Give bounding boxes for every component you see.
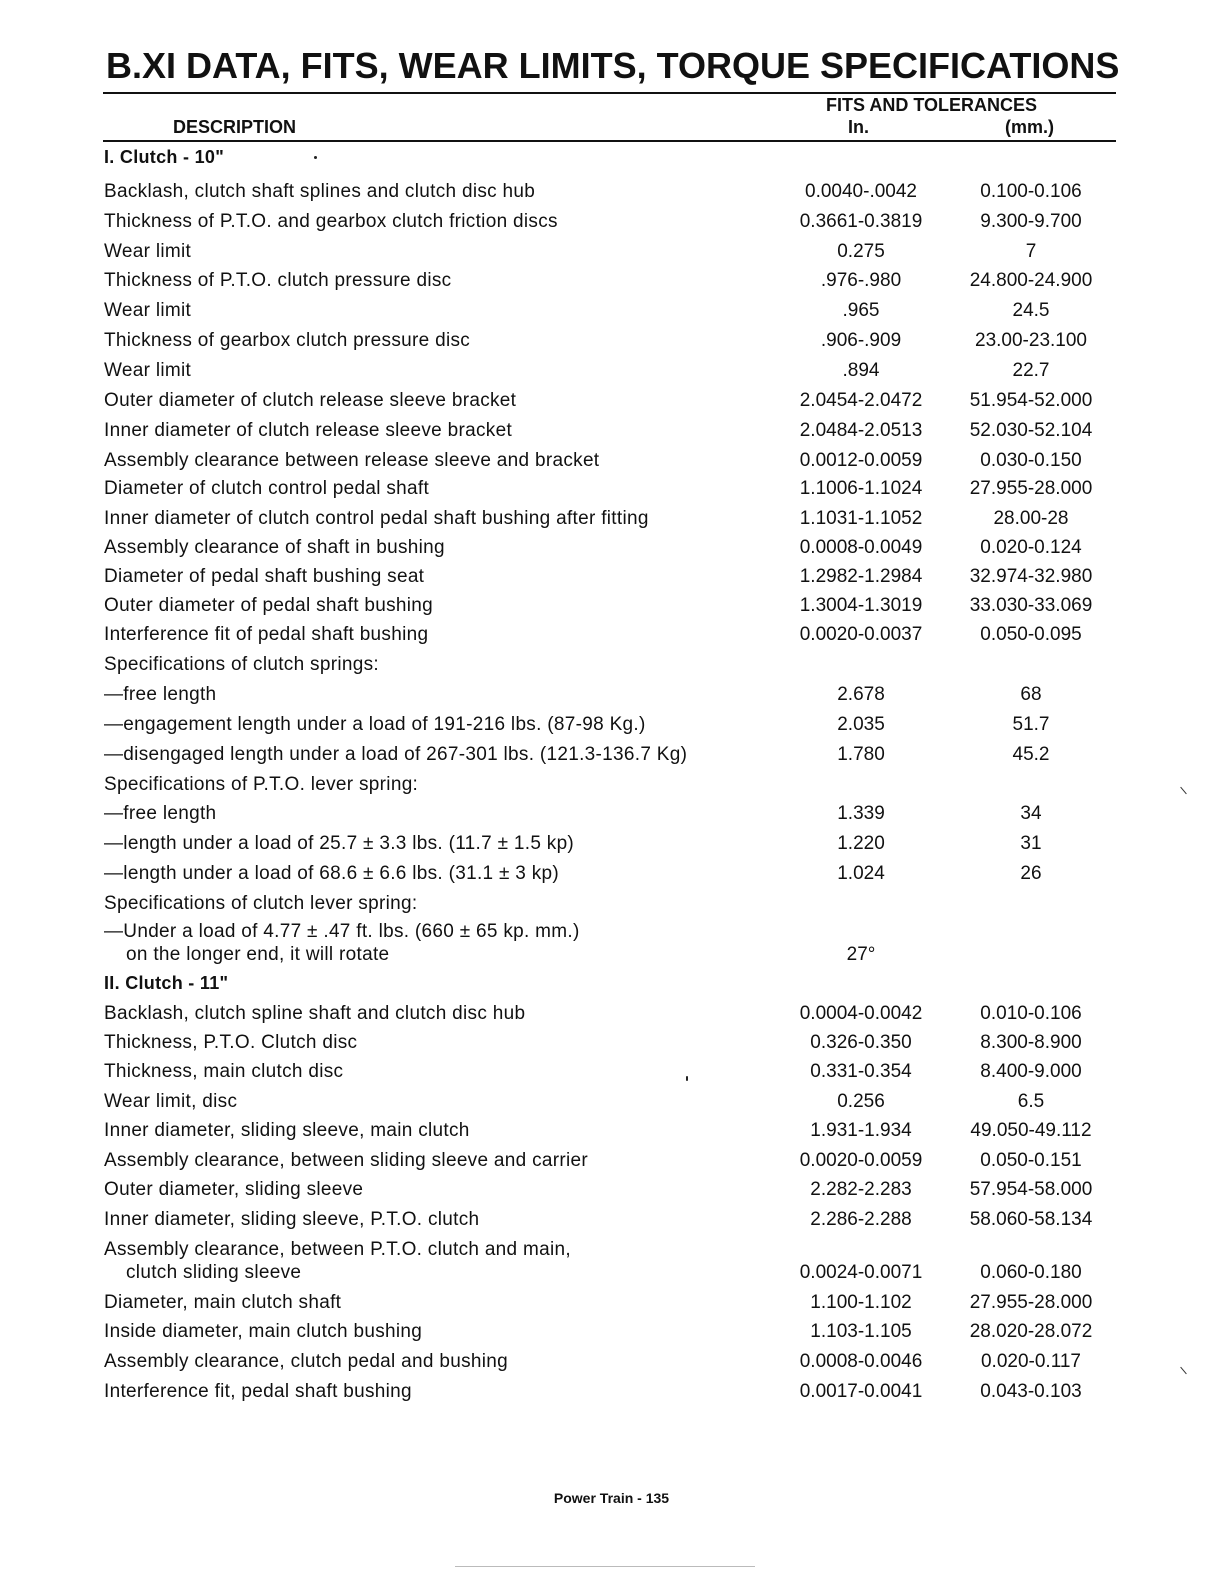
row-description-line: —length under a load of 25.7 ± 3.3 lbs. (11.7 ± 1.5 kp) [104, 833, 575, 854]
value-mm: 27.955-28.000 [969, 1292, 1093, 1313]
row-description [104, 920, 580, 966]
row-description-line: Diameter, main clutch shaft [104, 1292, 342, 1313]
row-description [104, 1031, 357, 1054]
value-in: 0.256 [837, 1091, 885, 1112]
value-mm: 31 [1020, 833, 1042, 854]
value-in: .976-.980 [820, 270, 902, 291]
value-in: 0.0008-0.0049 [799, 537, 923, 558]
row-description [104, 1002, 525, 1025]
row-description [104, 802, 216, 825]
row-description [104, 713, 646, 736]
header-fits: FITS AND TOLERANCES [826, 95, 1038, 115]
row-description [104, 329, 470, 352]
value-in: 0.0008-0.0046 [799, 1351, 923, 1372]
row-description-line: Thickness, main clutch disc [104, 1061, 344, 1082]
row-description-line: Wear limit [104, 360, 192, 381]
row-description [104, 389, 516, 412]
row-description-line: Thickness of gearbox clutch pressure disc [104, 330, 471, 351]
row-description-line: Thickness, P.T.O. Clutch disc [104, 1032, 358, 1053]
row-description [104, 146, 224, 169]
row-description [104, 449, 599, 472]
value-mm: 49.050-49.112 [970, 1120, 1092, 1141]
row-description [104, 653, 379, 676]
row-description-line: Assembly clearance, between P.T.O. clutch and main, [104, 1239, 571, 1260]
value-mm: 28.00-28 [993, 508, 1069, 529]
value-in: 1.100-1.102 [810, 1292, 912, 1313]
row-description [104, 299, 191, 322]
value-in: 2.678 [837, 684, 885, 705]
value-in: 1.3004-1.3019 [799, 595, 923, 616]
value-in: 2.0484-2.0513 [799, 420, 923, 441]
row-description-line: Wear limit [104, 300, 192, 321]
value-mm: 26 [1020, 863, 1042, 884]
value-in: 0.0020-0.0037 [799, 624, 923, 645]
header-in: In. [848, 117, 869, 137]
row-description-line: —disengaged length under a load of 267-301 lbs. (121.3-136.7 Kg) [104, 744, 688, 765]
row-description-line: Outer diameter, sliding sleeve [104, 1179, 364, 1200]
value-in: 1.1006-1.1024 [799, 478, 923, 499]
row-description-line: Backlash, clutch shaft splines and clutch disc hub [104, 181, 536, 202]
value-in: 0.0004-0.0042 [799, 1003, 923, 1024]
value-mm: 0.020-0.124 [980, 537, 1082, 558]
value-mm: 52.030-52.104 [969, 420, 1093, 441]
row-description [104, 1090, 237, 1113]
row-description [104, 1238, 571, 1284]
row-description [104, 1380, 412, 1403]
value-mm: 0.043-0.103 [980, 1381, 1082, 1402]
row-description-line: Outer diameter of pedal shaft bushing [104, 595, 434, 616]
row-description [104, 773, 418, 796]
value-mm: 0.060-0.180 [980, 1262, 1082, 1283]
value-mm: 23.00-23.100 [975, 330, 1087, 351]
row-description [104, 240, 191, 263]
row-description [104, 1208, 479, 1231]
value-mm: 0.100-0.106 [980, 181, 1082, 202]
header-rule [103, 140, 1116, 142]
page-footer: Power Train - 135 [553, 1490, 670, 1506]
value-in: 1.024 [837, 863, 885, 884]
row-description-line2: on the longer end, it will rotate [126, 944, 390, 965]
page-title: B.XI DATA, FITS, WEAR LIMITS, TORQUE SPECIFICATIONS [106, 45, 1120, 86]
row-description-line: Assembly clearance, clutch pedal and bushing [104, 1351, 508, 1372]
row-description [104, 565, 424, 588]
value-mm: 0.050-0.095 [980, 624, 1082, 645]
stray-dot [314, 156, 317, 159]
row-description-line: —engagement length under a load of 191-216 lbs. (87-98 Kg.) [104, 714, 646, 735]
row-description [104, 1350, 508, 1373]
row-description-line: Thickness of P.T.O. clutch pressure disc [104, 270, 452, 291]
value-mm: 68 [1020, 684, 1042, 705]
row-description-line: —free length [104, 684, 217, 705]
value-in: 1.1031-1.1052 [799, 508, 923, 529]
value-mm: 6.5 [1017, 1091, 1045, 1112]
value-in: 1.931-1.934 [810, 1120, 912, 1141]
row-description [104, 269, 451, 292]
value-mm: 8.300-8.900 [980, 1032, 1082, 1053]
row-description [104, 1060, 343, 1083]
row-description [104, 743, 687, 766]
value-in: .965 [842, 300, 880, 321]
row-description [104, 1149, 588, 1172]
row-description-line: Diameter of clutch control pedal shaft [104, 478, 430, 499]
value-in: 0.3661-0.3819 [799, 211, 923, 232]
row-description [104, 210, 558, 233]
value-in: 1.339 [837, 803, 885, 824]
row-description-line: Specifications of clutch lever spring: [104, 893, 418, 914]
value-in: 0.0024-0.0071 [799, 1262, 923, 1283]
row-description [104, 419, 512, 442]
row-description [104, 623, 428, 646]
row-description-line: —Under a load of 4.77 ± .47 ft. lbs. (660 ± 65 kp. mm.) [104, 921, 580, 942]
row-description-line: Wear limit, disc [104, 1091, 238, 1112]
value-in: 0.0017-0.0041 [799, 1381, 923, 1402]
value-in: .906-.909 [820, 330, 902, 351]
value-in: .894 [842, 360, 880, 381]
value-in: 2.0454-2.0472 [799, 390, 923, 411]
row-description-line: Specifications of P.T.O. lever spring: [104, 774, 419, 795]
header-description: DESCRIPTION [173, 117, 297, 137]
value-in: 0.331-0.354 [810, 1061, 912, 1082]
value-mm: 32.974-32.980 [969, 566, 1093, 587]
row-description [104, 832, 574, 855]
row-description-line: Assembly clearance between release sleeve and bracket [104, 450, 600, 471]
value-mm: 7 [1025, 241, 1037, 262]
margin-mark [1180, 787, 1187, 795]
value-in: 2.035 [837, 714, 885, 735]
value-in: 2.286-2.288 [810, 1209, 912, 1230]
row-description-line: Diameter of pedal shaft bushing seat [104, 566, 425, 587]
row-description-line: Specifications of clutch springs: [104, 654, 379, 675]
value-mm: 51.954-52.000 [969, 390, 1093, 411]
value-in: 0.0040-.0042 [805, 181, 917, 202]
row-description-line: Outer diameter of clutch release sleeve bracket [104, 390, 517, 411]
value-in: 1.2982-1.2984 [799, 566, 923, 587]
row-description-line: Interference fit of pedal shaft bushing [104, 624, 429, 645]
row-description-line: —free length [104, 803, 217, 824]
value-mm: 8.400-9.000 [980, 1061, 1082, 1082]
stray-mark [686, 1076, 688, 1081]
row-description-line: Thickness of P.T.O. and gearbox clutch friction discs [104, 211, 558, 232]
value-in: 0.0020-0.0059 [799, 1150, 923, 1171]
row-description [104, 1119, 470, 1142]
value-mm: 58.060-58.134 [969, 1209, 1093, 1230]
row-description-line: Inner diameter, sliding sleeve, P.T.O. clutch [104, 1209, 480, 1230]
margin-mark [1180, 1367, 1187, 1375]
row-description-line: Inner diameter, sliding sleeve, main clutch [104, 1120, 470, 1141]
value-mm: 0.020-0.117 [980, 1351, 1081, 1372]
row-description [104, 359, 191, 382]
value-mm: 51.7 [1012, 714, 1050, 735]
value-mm: 33.030-33.069 [969, 595, 1093, 616]
value-mm: 9.300-9.700 [980, 211, 1082, 232]
row-description [104, 594, 433, 617]
scan-edge-line [455, 1566, 755, 1567]
value-in: 1.103-1.105 [810, 1321, 912, 1342]
value-mm: 24.5 [1012, 300, 1050, 321]
row-description-line: —length under a load of 68.6 ± 6.6 lbs. (31.1 ± 3 kp) [104, 863, 560, 884]
value-mm: 45.2 [1012, 744, 1050, 765]
row-description [104, 892, 417, 915]
header-mm: (mm.) [1005, 117, 1054, 137]
row-description-line: I. Clutch - 10" [104, 147, 225, 167]
value-in: 27° [846, 944, 876, 965]
value-in: 0.0012-0.0059 [799, 450, 923, 471]
row-description-line: Assembly clearance of shaft in bushing [104, 537, 445, 558]
row-description [104, 683, 216, 706]
row-description [104, 507, 649, 530]
row-description-line: Interference fit, pedal shaft bushing [104, 1381, 412, 1402]
title-rule [103, 92, 1116, 94]
value-mm: 57.954-58.000 [969, 1179, 1093, 1200]
row-description-line2: clutch sliding sleeve [126, 1262, 302, 1283]
row-description-line: Backlash, clutch spline shaft and clutch disc hub [104, 1003, 526, 1024]
row-description-line: II. Clutch - 11" [104, 973, 229, 993]
row-description [104, 1291, 341, 1314]
value-in: 0.275 [837, 241, 885, 262]
row-description [104, 180, 535, 203]
value-mm: 0.050-0.151 [980, 1150, 1082, 1171]
row-description [104, 862, 559, 885]
value-in: 1.780 [837, 744, 885, 765]
row-description [104, 1320, 422, 1343]
row-description [104, 972, 228, 995]
value-in: 0.326-0.350 [810, 1032, 912, 1053]
row-description-line: Inner diameter of clutch control pedal shaft bushing after fitting [104, 508, 649, 529]
value-in: 2.282-2.283 [810, 1179, 912, 1200]
row-description-line: Inside diameter, main clutch bushing [104, 1321, 423, 1342]
value-mm: 34 [1020, 803, 1042, 824]
row-description-line: Assembly clearance, between sliding sleeve and carrier [104, 1150, 589, 1171]
value-mm: 0.030-0.150 [980, 450, 1082, 471]
value-in: 1.220 [837, 833, 885, 854]
row-description-line: Inner diameter of clutch release sleeve bracket [104, 420, 513, 441]
row-description-line: Wear limit [104, 241, 192, 262]
row-description [104, 536, 445, 559]
value-mm: 28.020-28.072 [969, 1321, 1093, 1342]
row-description [104, 477, 429, 500]
value-mm: 0.010-0.106 [980, 1003, 1082, 1024]
value-mm: 27.955-28.000 [969, 478, 1093, 499]
value-mm: 22.7 [1012, 360, 1050, 381]
row-description [104, 1178, 363, 1201]
value-mm: 24.800-24.900 [969, 270, 1093, 291]
